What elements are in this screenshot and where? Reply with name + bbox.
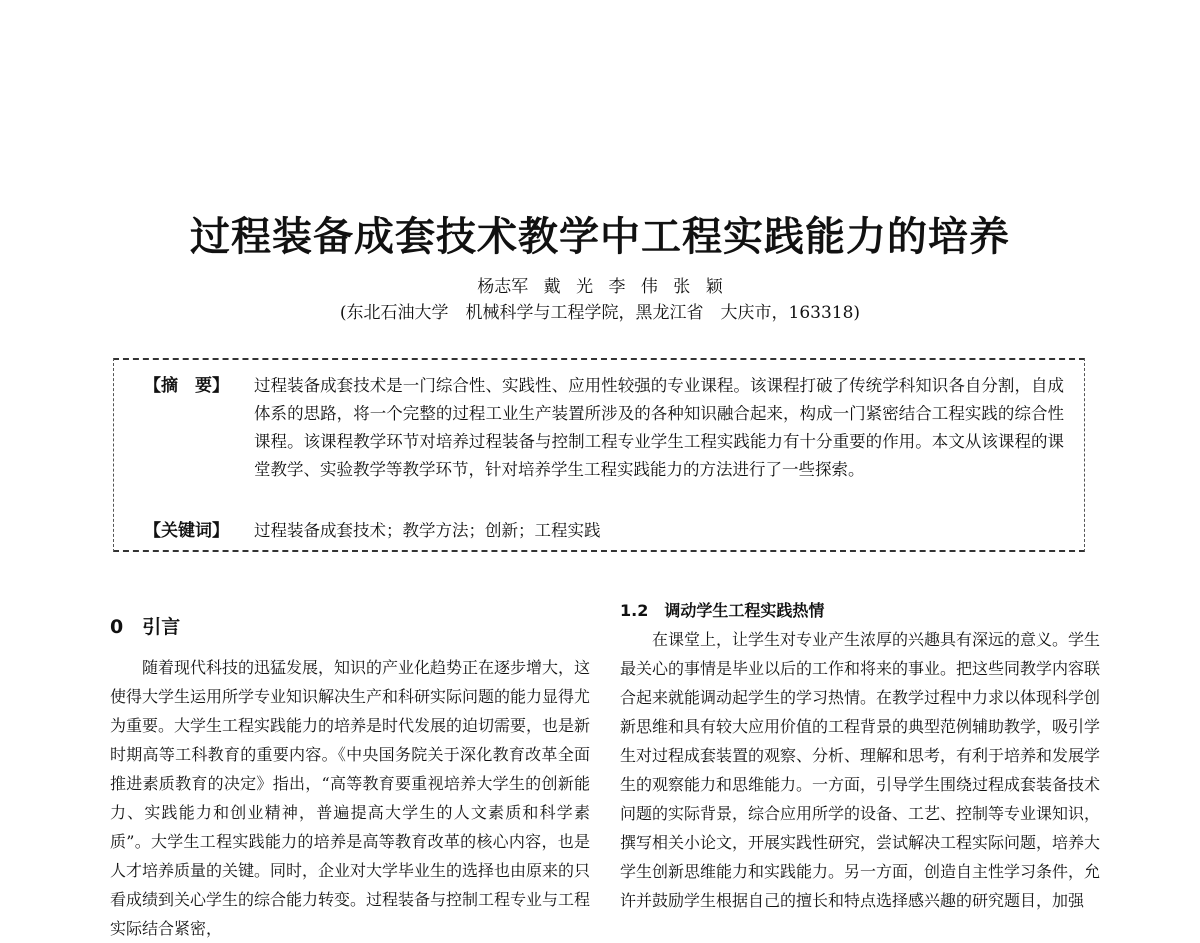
author-list: 杨志军 戴 光 李 伟 张 颖 <box>477 277 723 297</box>
abstract-box <box>113 358 1085 552</box>
section-heading-introduction: 0 引言 <box>110 616 181 638</box>
left-column <box>110 598 590 943</box>
keywords-row <box>144 517 1064 545</box>
abstract-row <box>144 372 1064 484</box>
subsection-1-2-paragraph: 在课堂上，让学生对专业产生浓厚的兴趣具有深远的意义。学生最关心的事情是毕业以后的工作和将来的事业。把这些同教学内容联合起来就能调动起学生的学习热情。在教学过程中力求以体现科学创新思维和具有较大应用价值的工程背景的典型范例辅助教学，吸引学生对过程成套装置的观察、分析、理解和思考，有利于培养和发展学生的观察能力和思维能力。一方面，引导学生围绕过程成套装备技术问题的实际背景，综合应用所学的设备、工艺、控制等专业课知识，撰写相关小论文，开展实践性研究，尝试解决工程实际问题，培养大学生创新思维能力和实践能力。另一方面，创造自主性学习条件，允许并鼓励学生根据自己的擅长和特点选择感兴趣的研究题目，加强 <box>620 630 1101 910</box>
author-affiliation: (东北石油大学 机械科学与工程学院，黑龙江省 大庆市，163318) <box>339 303 861 323</box>
subsection-heading-1-2: 1.2 调动学生工程实践热情 <box>620 601 825 620</box>
keywords-label: 【关键词】 <box>144 521 229 541</box>
keywords-text: 过程装备成套技术；教学方法；创新；工程实践 <box>254 521 601 540</box>
right-column <box>620 598 1100 915</box>
introduction-paragraph: 随着现代科技的迅猛发展，知识的产业化趋势正在逐步增大，这使得大学生运用所学专业知识解决生产和科研实际问题的能力显得尤为重要。大学生工程实践能力的培养是时代发展的迫切需要，也是新时期高等工科教育的重要内容。《中央国务院关于深化教育改革全面推进素质教育的决定》指出，“高等教育要重视培养大学生的创新能力、实践能力和创业精神，普遍提高大学生的人文素质和科学素质”。大学生工程实践能力的培养是高等教育改革的核心内容，也是人才培养质量的关键。同时，企业对大学毕业生的选择也由原来的只看成绩到关心学生的综合能力转变。过程装备与控制工程专业与工程实际结合紧密， <box>110 658 591 938</box>
abstract-text: 过程装备成套技术是一门综合性、实践性、应用性较强的专业课程。该课程打破了传统学科知识各自分割，自成体系的思路，将一个完整的过程工业生产装置所涉及的各种知识融合起来，构成一门紧密结合工程实践的综合性课程。该课程教学环节对培养过程装备与控制工程专业学生工程实践能力有十分重要的作用。本文从该课程的课堂教学、实验教学等教学环节，针对培养学生工程实践能力的方法进行了一些探索。 <box>254 376 1064 479</box>
paper-title: 过程装备成套技术教学中工程实践能力的培养 <box>190 214 1010 260</box>
abstract-label: 【摘 要】 <box>144 376 229 396</box>
